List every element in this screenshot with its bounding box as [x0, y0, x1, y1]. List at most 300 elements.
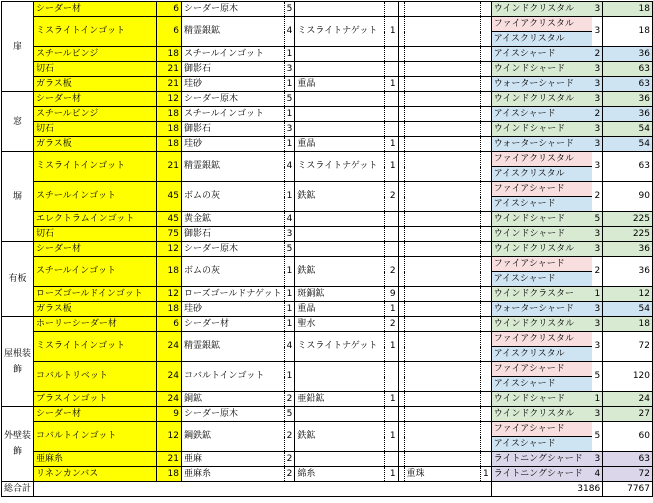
crystal-qty: 3 [592, 122, 602, 137]
sub3-material-qty [481, 77, 492, 92]
table-row [2, 227, 653, 242]
item-name: スチールビンジ [34, 47, 157, 62]
crystal-qty: 5 [592, 362, 602, 392]
total-qty: 36 [603, 107, 653, 122]
item-qty: 21 [156, 452, 181, 467]
crystal-qty: 3 [592, 152, 602, 182]
sub2-material-name [295, 2, 385, 17]
crystal-name: ウインドクリスタル [491, 2, 592, 17]
sub3-material-name [404, 122, 481, 137]
footer-sum-qty: 3186 [491, 482, 602, 497]
crystal-name: ウォーターシャード [491, 137, 592, 152]
sub-material-name: 銅鉱 [181, 392, 284, 407]
table-row [2, 332, 653, 347]
sub2-material-name: 重晶 [295, 302, 385, 317]
footer-row [2, 482, 653, 497]
crystal-name: アイスクリスタル [491, 167, 592, 182]
item-name: ガラス板 [34, 137, 157, 152]
sub-material-qty: 2 [284, 392, 295, 407]
crystal-name: ウインドクラスター [491, 287, 592, 302]
footer-label: 総合計 [2, 482, 34, 497]
sub3-material-name: 重珠 [404, 467, 481, 482]
sub3-material-name [404, 17, 481, 47]
sub3-material-qty [481, 302, 492, 317]
sub-material-qty: 1 [284, 257, 295, 287]
item-qty: 18 [156, 467, 181, 482]
total-qty: 90 [603, 182, 653, 212]
item-qty: 6 [156, 317, 181, 332]
sub-material-name: コバルトインゴット [181, 362, 284, 392]
sub-material-qty: 1 [284, 317, 295, 332]
sub2-material-name: 鉄鉱 [295, 422, 385, 452]
crystal-name: アイスシャード [491, 377, 592, 392]
item-name: シーダー材 [34, 407, 157, 422]
crystal-qty: 5 [592, 422, 602, 452]
sub-material-name: スチールインゴット [181, 47, 284, 62]
sub-material-name: スチールインゴット [181, 107, 284, 122]
item-qty: 18 [156, 47, 181, 62]
sub2-material-name [295, 62, 385, 77]
crystal-qty: 2 [592, 257, 602, 287]
item-name: コバルトインゴット [34, 422, 157, 452]
sub3-material-qty [481, 227, 492, 242]
sub3-material-name [404, 182, 481, 212]
crystal-qty: 1 [592, 287, 602, 302]
crystal-qty: 3 [592, 332, 602, 362]
crystal-name: ライトニングシャード [491, 452, 592, 467]
sub3-material-name [404, 362, 481, 392]
item-qty: 24 [156, 362, 181, 392]
total-qty: 60 [603, 422, 653, 452]
sub3-material-qty: 1 [481, 467, 492, 482]
table-row [2, 92, 653, 107]
sub2-material-name: 斑銅鉱 [295, 287, 385, 302]
sub-material-name: 精霊銀鉱 [181, 17, 284, 47]
item-qty: 45 [156, 182, 181, 212]
item-qty: 18 [156, 257, 181, 287]
sub3-material-name [404, 452, 481, 467]
sub2-material-name: 綿糸 [295, 467, 385, 482]
crystal-name: ファイアシャード [491, 182, 592, 197]
sub3-material-name [404, 107, 481, 122]
sub2-material-qty [384, 2, 398, 17]
table-row [2, 287, 653, 302]
sub-material-name: 黄金鉱 [181, 212, 284, 227]
sub-material-name: 亜麻 [181, 452, 284, 467]
sub3-material-qty [481, 452, 492, 467]
total-qty: 18 [603, 317, 653, 332]
sub3-material-qty [481, 122, 492, 137]
item-qty: 24 [156, 392, 181, 407]
sub-material-qty: 5 [284, 242, 295, 257]
sub2-material-name: ミスライトナゲット [295, 332, 385, 362]
table-row [2, 47, 653, 62]
sub2-material-qty: 2 [384, 317, 398, 332]
sub-material-name: シーダー原木 [181, 242, 284, 257]
total-qty: 225 [603, 212, 653, 227]
sub2-material-qty [384, 212, 398, 227]
sub2-material-name: ミスライトナゲット [295, 152, 385, 182]
sub3-material-qty [481, 242, 492, 257]
crystal-name: ファイアシャード [491, 422, 592, 437]
sub2-material-qty [384, 62, 398, 77]
table-row [2, 182, 653, 197]
sub2-material-name: ミスライトナゲット [295, 17, 385, 47]
sub-material-qty: 5 [284, 2, 295, 17]
total-qty: 72 [603, 467, 653, 482]
total-qty: 12 [603, 287, 653, 302]
sub2-material-name [295, 92, 385, 107]
item-qty: 21 [156, 152, 181, 182]
sub3-material-name [404, 2, 481, 17]
sub2-material-name [295, 362, 385, 392]
sub-material-name: 亜麻糸 [181, 467, 284, 482]
item-name: 切石 [34, 122, 157, 137]
sub3-material-name [404, 152, 481, 182]
sub2-material-qty [384, 107, 398, 122]
sub2-material-qty [384, 362, 398, 392]
crystal-name: アイスクリスタル [491, 32, 592, 47]
crystal-name: アイスシャード [491, 197, 592, 212]
crystal-name: アイスシャード [491, 437, 592, 452]
sub2-material-qty [384, 227, 398, 242]
crystal-name: ウインドクリスタル [491, 407, 592, 422]
sub-material-qty: 3 [284, 62, 295, 77]
sub3-material-qty [481, 152, 492, 182]
total-qty: 63 [603, 62, 653, 77]
sub3-material-qty [481, 287, 492, 302]
total-qty: 18 [603, 2, 653, 17]
crystal-name: ウインドクリスタル [491, 92, 592, 107]
crystal-qty: 1 [592, 392, 602, 407]
sub3-material-qty [481, 332, 492, 362]
item-name: シーダー材 [34, 2, 157, 17]
sub2-material-name [295, 122, 385, 137]
sub2-material-qty [384, 122, 398, 137]
total-qty: 36 [603, 47, 653, 62]
sub3-material-name [404, 302, 481, 317]
total-qty: 36 [603, 242, 653, 257]
item-qty: 24 [156, 332, 181, 362]
sub3-material-qty [481, 47, 492, 62]
crystal-name: ウインドクリスタル [491, 317, 592, 332]
sub-material-name: 珪砂 [181, 302, 284, 317]
item-name: スチールビンジ [34, 107, 157, 122]
table-row [2, 152, 653, 167]
sub3-material-qty [481, 392, 492, 407]
sub2-material-qty: 1 [384, 392, 398, 407]
table-row [2, 212, 653, 227]
crystal-qty: 3 [592, 62, 602, 77]
total-qty: 18 [603, 17, 653, 47]
total-qty: 54 [603, 302, 653, 317]
item-name: 切石 [34, 62, 157, 77]
sub2-material-name [295, 242, 385, 257]
crystal-qty: 3 [592, 77, 602, 92]
sub2-material-name [295, 407, 385, 422]
sub-material-name: ローズゴールドナゲット [181, 287, 284, 302]
sub3-material-name [404, 227, 481, 242]
crystal-qty: 2 [592, 107, 602, 122]
item-name: シーダー材 [34, 242, 157, 257]
sub-material-name: ボムの灰 [181, 257, 284, 287]
item-name: スチールインゴット [34, 257, 157, 287]
crystal-qty: 3 [592, 17, 602, 47]
sub2-material-qty: 1 [384, 467, 398, 482]
crystal-name: ファイアクリスタル [491, 152, 592, 167]
footer-sum-total: 7767 [603, 482, 653, 497]
sub-material-qty: 2 [284, 467, 295, 482]
table-row [2, 17, 653, 32]
sub2-material-name [295, 227, 385, 242]
sub-material-qty: 2 [284, 422, 295, 452]
table-row [2, 2, 653, 17]
sub-material-qty: 3 [284, 227, 295, 242]
crystal-name: ファイアクリスタル [491, 332, 592, 347]
crystal-qty: 4 [592, 467, 602, 482]
item-qty: 9 [156, 407, 181, 422]
crystal-qty: 3 [592, 2, 602, 17]
crystal-qty: 3 [592, 242, 602, 257]
sub3-material-qty [481, 407, 492, 422]
total-qty: 36 [603, 92, 653, 107]
sub3-material-name [404, 392, 481, 407]
sub2-material-qty: 9 [384, 287, 398, 302]
item-name: ブラスインゴット [34, 392, 157, 407]
item-qty: 6 [156, 2, 181, 17]
sub3-material-name [404, 92, 481, 107]
crystal-name: ウォーターシャード [491, 302, 592, 317]
table-row [2, 257, 653, 272]
sub3-material-qty [481, 362, 492, 392]
item-qty: 21 [156, 77, 181, 92]
sub-material-qty: 1 [284, 137, 295, 152]
crystal-qty: 3 [592, 452, 602, 467]
crystal-qty: 3 [592, 137, 602, 152]
item-name: リネンカンバス [34, 467, 157, 482]
sub3-material-name [404, 422, 481, 452]
item-name: ホーリーシーダー材 [34, 317, 157, 332]
sub3-material-qty [481, 92, 492, 107]
sub2-material-qty: 2 [384, 257, 398, 287]
sub-material-qty: 1 [284, 47, 295, 62]
sub3-material-name [404, 407, 481, 422]
crystal-name: ウインドシャード [491, 212, 592, 227]
sub-material-qty: 5 [284, 407, 295, 422]
crystal-name: ウインドシャード [491, 62, 592, 77]
sub-material-name: 精霊銀鉱 [181, 332, 284, 362]
sub2-material-qty [384, 452, 398, 467]
sub2-material-name: 亜鉛鉱 [295, 392, 385, 407]
total-qty: 54 [603, 122, 653, 137]
item-name: ローズゴールドインゴット [34, 287, 157, 302]
sub2-material-name [295, 452, 385, 467]
sub2-material-qty: 1 [384, 302, 398, 317]
item-name: ガラス板 [34, 77, 157, 92]
sub-material-qty: 1 [284, 302, 295, 317]
crystal-name: ファイアクリスタル [491, 17, 592, 32]
sub2-material-qty [384, 92, 398, 107]
sub3-material-qty [481, 137, 492, 152]
item-qty: 18 [156, 122, 181, 137]
item-qty: 6 [156, 17, 181, 47]
crystal-name: ファイアシャード [491, 257, 592, 272]
total-qty: 63 [603, 152, 653, 182]
item-qty: 18 [156, 302, 181, 317]
sub-material-name: 御影石 [181, 62, 284, 77]
sub3-material-name [404, 212, 481, 227]
sub-material-name: シーダー原木 [181, 92, 284, 107]
total-qty: 63 [603, 452, 653, 467]
crystal-qty: 3 [592, 92, 602, 107]
crystal-name: ウォーターシャード [491, 77, 592, 92]
crystal-qty: 5 [592, 212, 602, 227]
crystal-name: ライトニングシャード [491, 467, 592, 482]
sub-material-name: 珪砂 [181, 77, 284, 92]
sub-material-qty: 2 [284, 452, 295, 467]
sub2-material-name: 重晶 [295, 137, 385, 152]
sub2-material-qty: 2 [384, 182, 398, 212]
item-qty: 18 [156, 107, 181, 122]
sub2-material-qty: 1 [384, 17, 398, 47]
sub-material-qty: 4 [284, 152, 295, 182]
crystal-qty: 2 [592, 47, 602, 62]
table-row [2, 422, 653, 437]
sub-material-name: 御影石 [181, 122, 284, 137]
sub-material-qty: 4 [284, 212, 295, 227]
table-row [2, 407, 653, 422]
sub3-material-name [404, 257, 481, 287]
total-qty: 27 [603, 407, 653, 422]
crystal-qty: 3 [592, 317, 602, 332]
sub3-material-qty [481, 212, 492, 227]
crystal-qty: 3 [592, 227, 602, 242]
crystal-name: ファイアシャード [491, 362, 592, 377]
table-row [2, 242, 653, 257]
sub3-material-qty [481, 317, 492, 332]
sub-material-qty: 1 [284, 182, 295, 212]
item-name: スチールインゴット [34, 182, 157, 212]
sub-material-name: 精霊銀鉱 [181, 152, 284, 182]
sub3-material-qty [481, 107, 492, 122]
crystal-name: アイスシャード [491, 47, 592, 62]
crystal-name: ウインドシャード [491, 392, 592, 407]
sub3-material-name [404, 242, 481, 257]
sub2-material-name: 聖水 [295, 317, 385, 332]
sub3-material-name [404, 287, 481, 302]
sub-material-name: シーダー原木 [181, 407, 284, 422]
item-qty: 12 [156, 242, 181, 257]
sub-material-qty: 1 [284, 77, 295, 92]
sub2-material-name: 鉄鉱 [295, 257, 385, 287]
total-qty: 72 [603, 332, 653, 362]
materials-table [1, 1, 653, 497]
table-row [2, 467, 653, 482]
crystal-name: アイスシャード [491, 272, 592, 287]
sub2-material-name [295, 212, 385, 227]
sub2-material-qty: 1 [384, 422, 398, 452]
crystal-name: ウインドシャード [491, 227, 592, 242]
sub-material-name: 御影石 [181, 227, 284, 242]
total-qty: 36 [603, 257, 653, 287]
sub3-material-qty [481, 62, 492, 77]
sub3-material-name [404, 332, 481, 362]
table-row [2, 137, 653, 152]
table-row [2, 62, 653, 77]
sub-material-qty: 1 [284, 362, 295, 392]
item-qty: 18 [156, 137, 181, 152]
category-cell: 有板 [2, 242, 34, 317]
crystal-name: アイスクリスタル [491, 347, 592, 362]
total-qty: 225 [603, 227, 653, 242]
category-cell: 屋根装飾 [2, 317, 34, 407]
sub2-material-name: 鉄鉱 [295, 182, 385, 212]
category-cell: 扉 [2, 2, 34, 92]
table-row [2, 77, 653, 92]
sub2-material-name: 重晶 [295, 77, 385, 92]
sub2-material-name [295, 47, 385, 62]
table-row [2, 392, 653, 407]
item-name: ミスライトインゴット [34, 17, 157, 47]
table-row [2, 107, 653, 122]
sub-material-qty: 1 [284, 287, 295, 302]
table-row [2, 317, 653, 332]
item-name: エレクトラムインゴット [34, 212, 157, 227]
crystal-qty: 3 [592, 407, 602, 422]
category-cell: 外壁装飾 [2, 407, 34, 482]
item-qty: 21 [156, 62, 181, 77]
category-cell: 塀 [2, 152, 34, 242]
crystal-name: ウインドシャード [491, 122, 592, 137]
table-row [2, 122, 653, 137]
category-cell: 窓 [2, 92, 34, 152]
sub2-material-qty: 1 [384, 332, 398, 362]
item-qty: 75 [156, 227, 181, 242]
sub2-material-qty: 1 [384, 137, 398, 152]
sub2-material-qty [384, 242, 398, 257]
sub-material-name: シーダー原木 [181, 2, 284, 17]
item-name: シーダー材 [34, 92, 157, 107]
total-qty: 24 [603, 392, 653, 407]
item-name: 亜麻糸 [34, 452, 157, 467]
sub2-material-name [295, 107, 385, 122]
sub-material-qty: 5 [284, 92, 295, 107]
sub2-material-qty [384, 47, 398, 62]
sub3-material-qty [481, 422, 492, 452]
crystal-name: ウインドクリスタル [491, 242, 592, 257]
sub-material-name: シーダー材 [181, 317, 284, 332]
sub-material-name: 鋼鉄鉱 [181, 422, 284, 452]
table-row [2, 452, 653, 467]
item-name: ガラス板 [34, 302, 157, 317]
total-qty: 63 [603, 77, 653, 92]
sub3-material-name [404, 137, 481, 152]
total-qty: 54 [603, 137, 653, 152]
sub-material-qty: 1 [284, 107, 295, 122]
table-row [2, 362, 653, 377]
sub2-material-qty: 1 [384, 152, 398, 182]
item-name: ミスライトインゴット [34, 332, 157, 362]
crystal-name: アイスシャード [491, 107, 592, 122]
sub3-material-name [404, 317, 481, 332]
crystal-qty: 3 [592, 302, 602, 317]
table-row [2, 302, 653, 317]
item-name: ミスライトインゴット [34, 152, 157, 182]
sub2-material-qty [384, 407, 398, 422]
sub3-material-name [404, 62, 481, 77]
sub3-material-qty [481, 17, 492, 47]
item-qty: 12 [156, 92, 181, 107]
